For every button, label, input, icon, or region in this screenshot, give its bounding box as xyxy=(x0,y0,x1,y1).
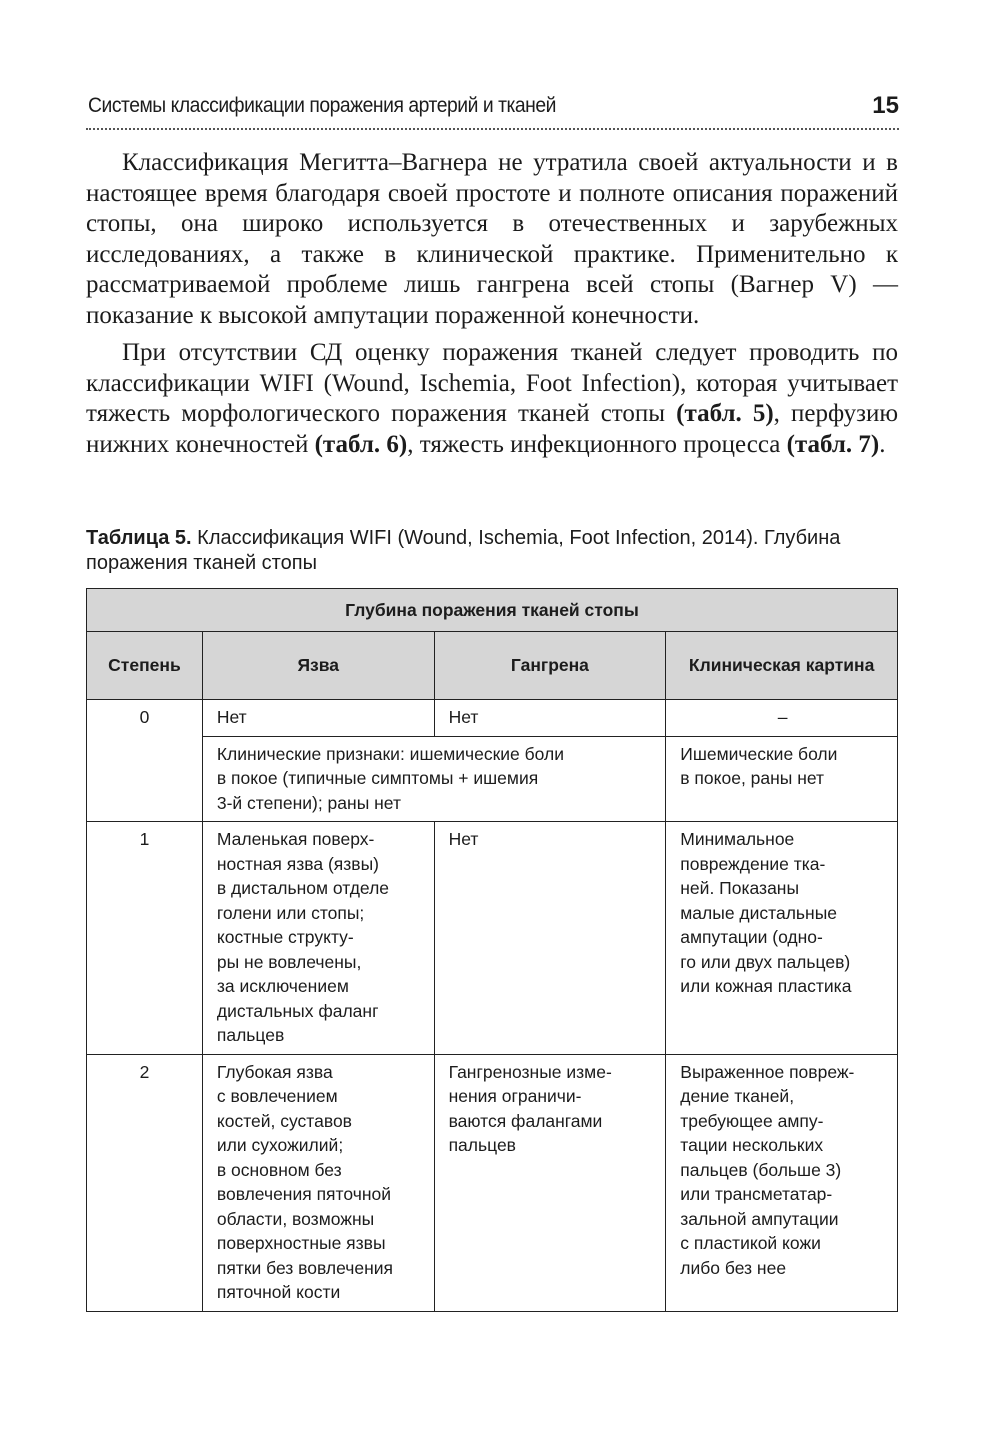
clinical-cell: Выраженное повреж- дение тканей, требующее ампу- тации нескольких пальцев (больше 3) или трансметатар- зальной ампутации с пластикой кожи либо без нее xyxy=(666,1054,898,1311)
clinical-signs-cell: Клинические признаки: ишемические боли в покое (типичные симптомы + ишемия 3-й степени); раны нет xyxy=(202,736,665,822)
column-header-gangrene: Гангрена xyxy=(434,632,666,700)
gangrene-cell: Гангренозные изме- нения ограничи- ваются фалангами пальцев xyxy=(434,1054,666,1311)
paragraph-2-text-a: При отсутствии СД оценку поражения тканей следует проводить по классификации WIFI (Wound, Ischemia, Foot Infection), которая учитывает тяжесть морфологического поражения тканей стопы xyxy=(86,339,898,427)
paragraph-1: Классификация Мегитта–Вагнера не утратила своей актуальности и в настоящее время благодаря своей простоте и полноте описания поражений стопы, она широко используется в отечественных и зарубежных исследованиях, а также в клинической практике. Применительно к рассматриваемой проблеме лишь гангрена всей стопы (Вагнер V) — показание к высокой ампутации пораженной конечности. xyxy=(86,149,898,329)
wifi-table xyxy=(86,588,898,1312)
table-ref-5: (табл. 5) xyxy=(676,400,774,427)
ulcer-cell: Нет xyxy=(202,700,434,737)
gangrene-cell: Нет xyxy=(434,822,666,1055)
table-caption-label: Таблица 5. xyxy=(86,527,192,549)
page-number: 15 xyxy=(872,92,899,119)
paragraph-2-text-d: . xyxy=(879,430,886,458)
degree-cell: 2 xyxy=(87,1054,203,1311)
degree-cell: 0 xyxy=(87,700,203,822)
table-caption-text: Классификация WIFI (Wound, Ischemia, Foot Infection, 2014). Глубина поражения тканей стопы xyxy=(86,527,841,574)
body-text xyxy=(86,148,898,467)
degree-cell: 1 xyxy=(87,822,203,1055)
table-row xyxy=(87,700,898,737)
clinical-cell: Ишемические боли в покое, раны нет xyxy=(666,736,898,822)
clinical-cell: – xyxy=(666,700,898,737)
paragraph-2 xyxy=(86,338,898,460)
table-ref-6: (табл. 6) xyxy=(314,430,408,458)
gangrene-cell: Нет xyxy=(434,700,666,737)
column-header-ulcer: Язва xyxy=(202,632,434,700)
running-title: Системы классификации поражения артерий и тканей xyxy=(88,94,557,117)
table-row xyxy=(87,736,898,822)
table-super-header: Глубина поражения тканей стопы xyxy=(87,589,898,632)
table-ref-7: (табл. 7) xyxy=(786,430,880,458)
running-header xyxy=(86,92,899,130)
paragraph-2-text-b: , перфузию нижних конечностей xyxy=(86,400,899,458)
table-row xyxy=(87,822,898,1055)
table-caption xyxy=(86,526,898,576)
ulcer-cell: Маленькая поверх- ностная язва (язвы) в дистальном отделе голени или стопы; костные структу- ры не вовлечены, за исключением дистальных фаланг пальцев xyxy=(202,822,434,1055)
column-header-clinical: Клиническая картина xyxy=(666,632,898,700)
ulcer-cell: Глубокая язва с вовлечением костей, суставов или сухожилий; в основном без вовлечения пяточной области, возможны поверхностные язвы пятки без вовлечения пяточной кости xyxy=(202,1054,434,1311)
column-header-degree: Степень xyxy=(87,632,203,700)
paragraph-2-text-c: , тяжесть инфекционного процесса xyxy=(407,430,787,458)
table-row xyxy=(87,1054,898,1311)
clinical-cell: Минимальное повреждение тка- ней. Показаны малые дистальные ампутации (одно- го или двух пальцев) или кожная пластика xyxy=(666,822,898,1055)
